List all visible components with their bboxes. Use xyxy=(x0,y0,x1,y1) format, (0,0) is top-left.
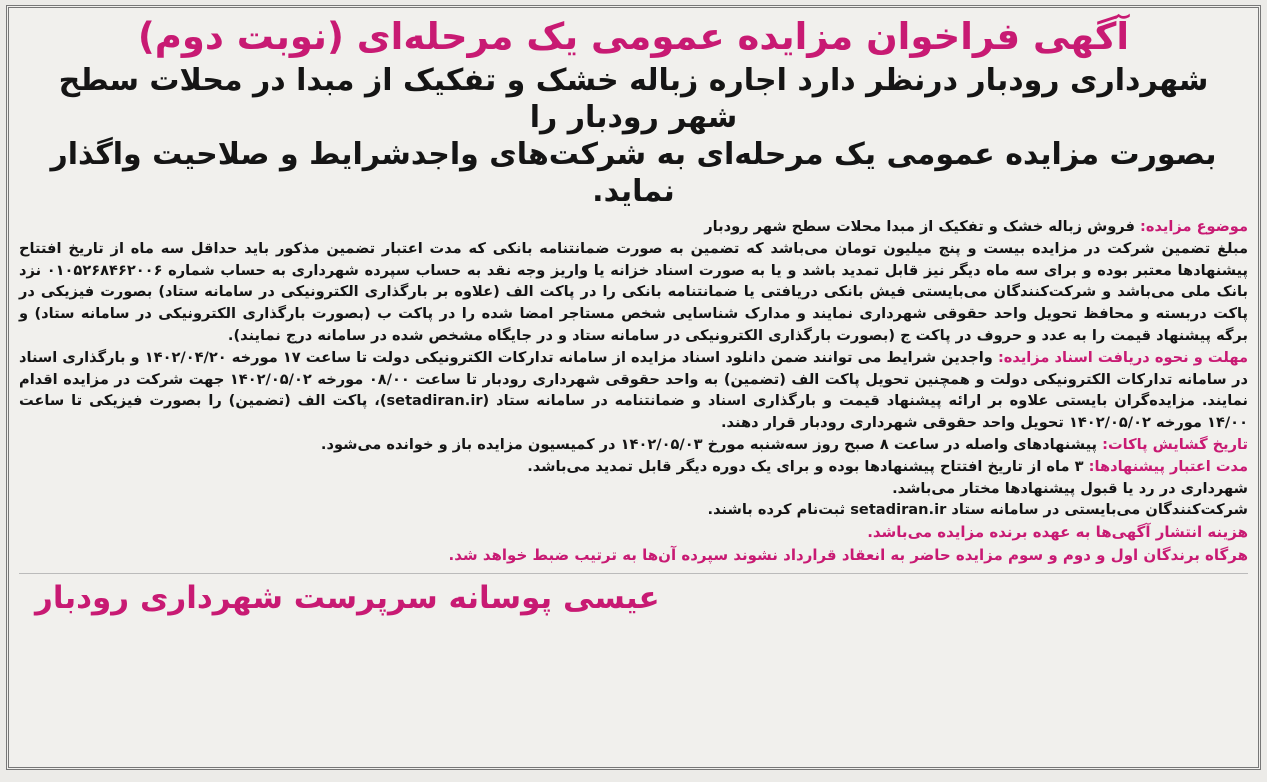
subject-text: فروش زباله خشک و تفکیک از مبدا محلات سطح شهر رودبار xyxy=(704,218,1135,235)
deadline-text-a: واجدین شرایط می توانند ضمن دانلود اسناد مزایده از سامانه تدارکات الکترونیکی دولت تا ساعت ۱۷ مورخه ۱۴۰۲/۰۴/۲۰ و بارگذاری اسناد در سامانه تدارکات الکترونیکی دولت و همچنین تحویل پاکت الف (تضمین) به واحد حقوقی شهرداری رودبار تا ساعت ۰۸/۰۰ مورخه ۱۴۰۲/۰۵/۰۲ جهت شرکت در مزایده اقدام نمایند. مزایده‌گران بایستی علاوه بر ارائه پیشنهاد قیمت و بارگذاری اسناد و ضمانتنامه در سامانه ستاد ( xyxy=(19,348,1248,410)
subject-paragraph xyxy=(19,216,1248,238)
subject-label: موضوع مزایده: xyxy=(1140,218,1248,235)
notice-body xyxy=(9,216,1258,521)
forfeit-note: هرگاه برندگان اول و دوم و سوم مزایده حاضر به انعقاد قرارداد نشوند سپرده آن‌ها به ترتیب ضبط خواهد شد. xyxy=(448,546,1248,565)
rights-paragraph: شهرداری در رد یا قبول پیشنهادها مختار می‌باشد. xyxy=(892,479,1248,497)
register-text-b: ثبت‌نام کرده باشند. xyxy=(707,501,846,519)
deadline-label: مهلت و نحوه دریافت اسناد مزایده: xyxy=(997,348,1249,366)
guarantee-paragraph: مبلغ تضمین شرکت در مزایده بیست و پنج میلیون تومان می‌باشد که تضمین به صورت ضمانتنامه بانکی که مدت اعتبار تضمین مذکور باید حداقل سه ماه از تاریخ افتتاح پیشنهادها معتبر بوده و برای سه ماه دیگر نیز قابل تمدید باشد و یا به صورت اسناد خزانه یا واریز وجه نقد به حساب سپرده شهرداری به حساب شماره ۰۱۰۵۲۶۸۴۶۲۰۰۶ نزد بانک ملی می‌باشد و شرکت‌کنندگان می‌بایستی فیش بانکی دریافتی یا ضمانتنامه بانکی را در پاکت الف (علاوه بر بارگذاری الکترونیکی در سامانه ستاد) بصورت فیزیکی در پاکت دربسته و محافظ تحویل واحد حقوقی شهرداری نمایند و مدارک شناسایی شخص مستاجر امضا شده را در پاکت ب (بصورت بارگذاری الکترونیکی در سامانه ستاد) و برگه پیشنهاد قیمت را به عدد و حروف در پاکت ج (بصورت بارگذاری الکترونیکی در سامانه ستاد و در جایگاه مشخص شده در سامانه درج نمایند). xyxy=(19,239,1248,344)
deadline-site: setadiran.ir xyxy=(386,392,483,410)
notice-title: آگهی فراخوان مزایده عمومی یک مرحله‌ای (نوبت دوم) xyxy=(137,15,1130,58)
footer-divider xyxy=(19,573,1248,574)
opening-label: تاریخ گشایش پاکات: xyxy=(1102,435,1248,453)
register-site: setadiran.ir xyxy=(850,501,947,519)
deadline-paragraph xyxy=(19,347,1248,434)
footer-notes xyxy=(9,521,1258,567)
deadline-text-b: )، پاکت الف (تضمین) را بصورت فیزیکی تا ساعت ۱۴/۰۰ مورخه ۱۴۰۲/۰۵/۰۲ تحویل واحد حقوقی شهرداری رودبار قرار دهند. xyxy=(19,392,1248,432)
opening-text: پیشنهادهای واصله در ساعت ۸ صبح روز سه‌شنبه مورخ ۱۴۰۲/۰۵/۰۳ در کمیسیون مزایده باز و خوانده می‌شود. xyxy=(320,435,1098,453)
validity-label: مدت اعتبار پیشنهادها: xyxy=(1088,457,1248,475)
validity-text: ۳ ماه از تاریخ افتتاح پیشنهادها بوده و برای یک دوره دیگر قابل تمدید می‌باشد. xyxy=(527,457,1084,475)
validity-paragraph xyxy=(19,456,1248,478)
auction-notice xyxy=(6,5,1261,770)
headline-line-1: شهرداری رودبار درنظر دارد اجاره زباله خشک و تفکیک از مبدا در محلات سطح شهر رودبار را xyxy=(58,63,1209,135)
notice-headline xyxy=(9,62,1258,210)
signature: عیسی پوسانه سرپرست شهرداری رودبار xyxy=(35,580,660,617)
headline-line-2: بصورت مزایده عمومی یک مرحله‌ای به شرکت‌های واجدشرایط و صلاحیت واگذار نماید. xyxy=(50,137,1217,209)
cost-note: هزینه انتشار آگهی‌ها به عهده برنده مزایده می‌باشد. xyxy=(867,523,1248,542)
opening-paragraph xyxy=(19,434,1248,456)
register-paragraph xyxy=(19,499,1248,521)
register-text-a: شرکت‌کنندگان می‌بایستی در سامانه ستاد xyxy=(951,501,1248,519)
